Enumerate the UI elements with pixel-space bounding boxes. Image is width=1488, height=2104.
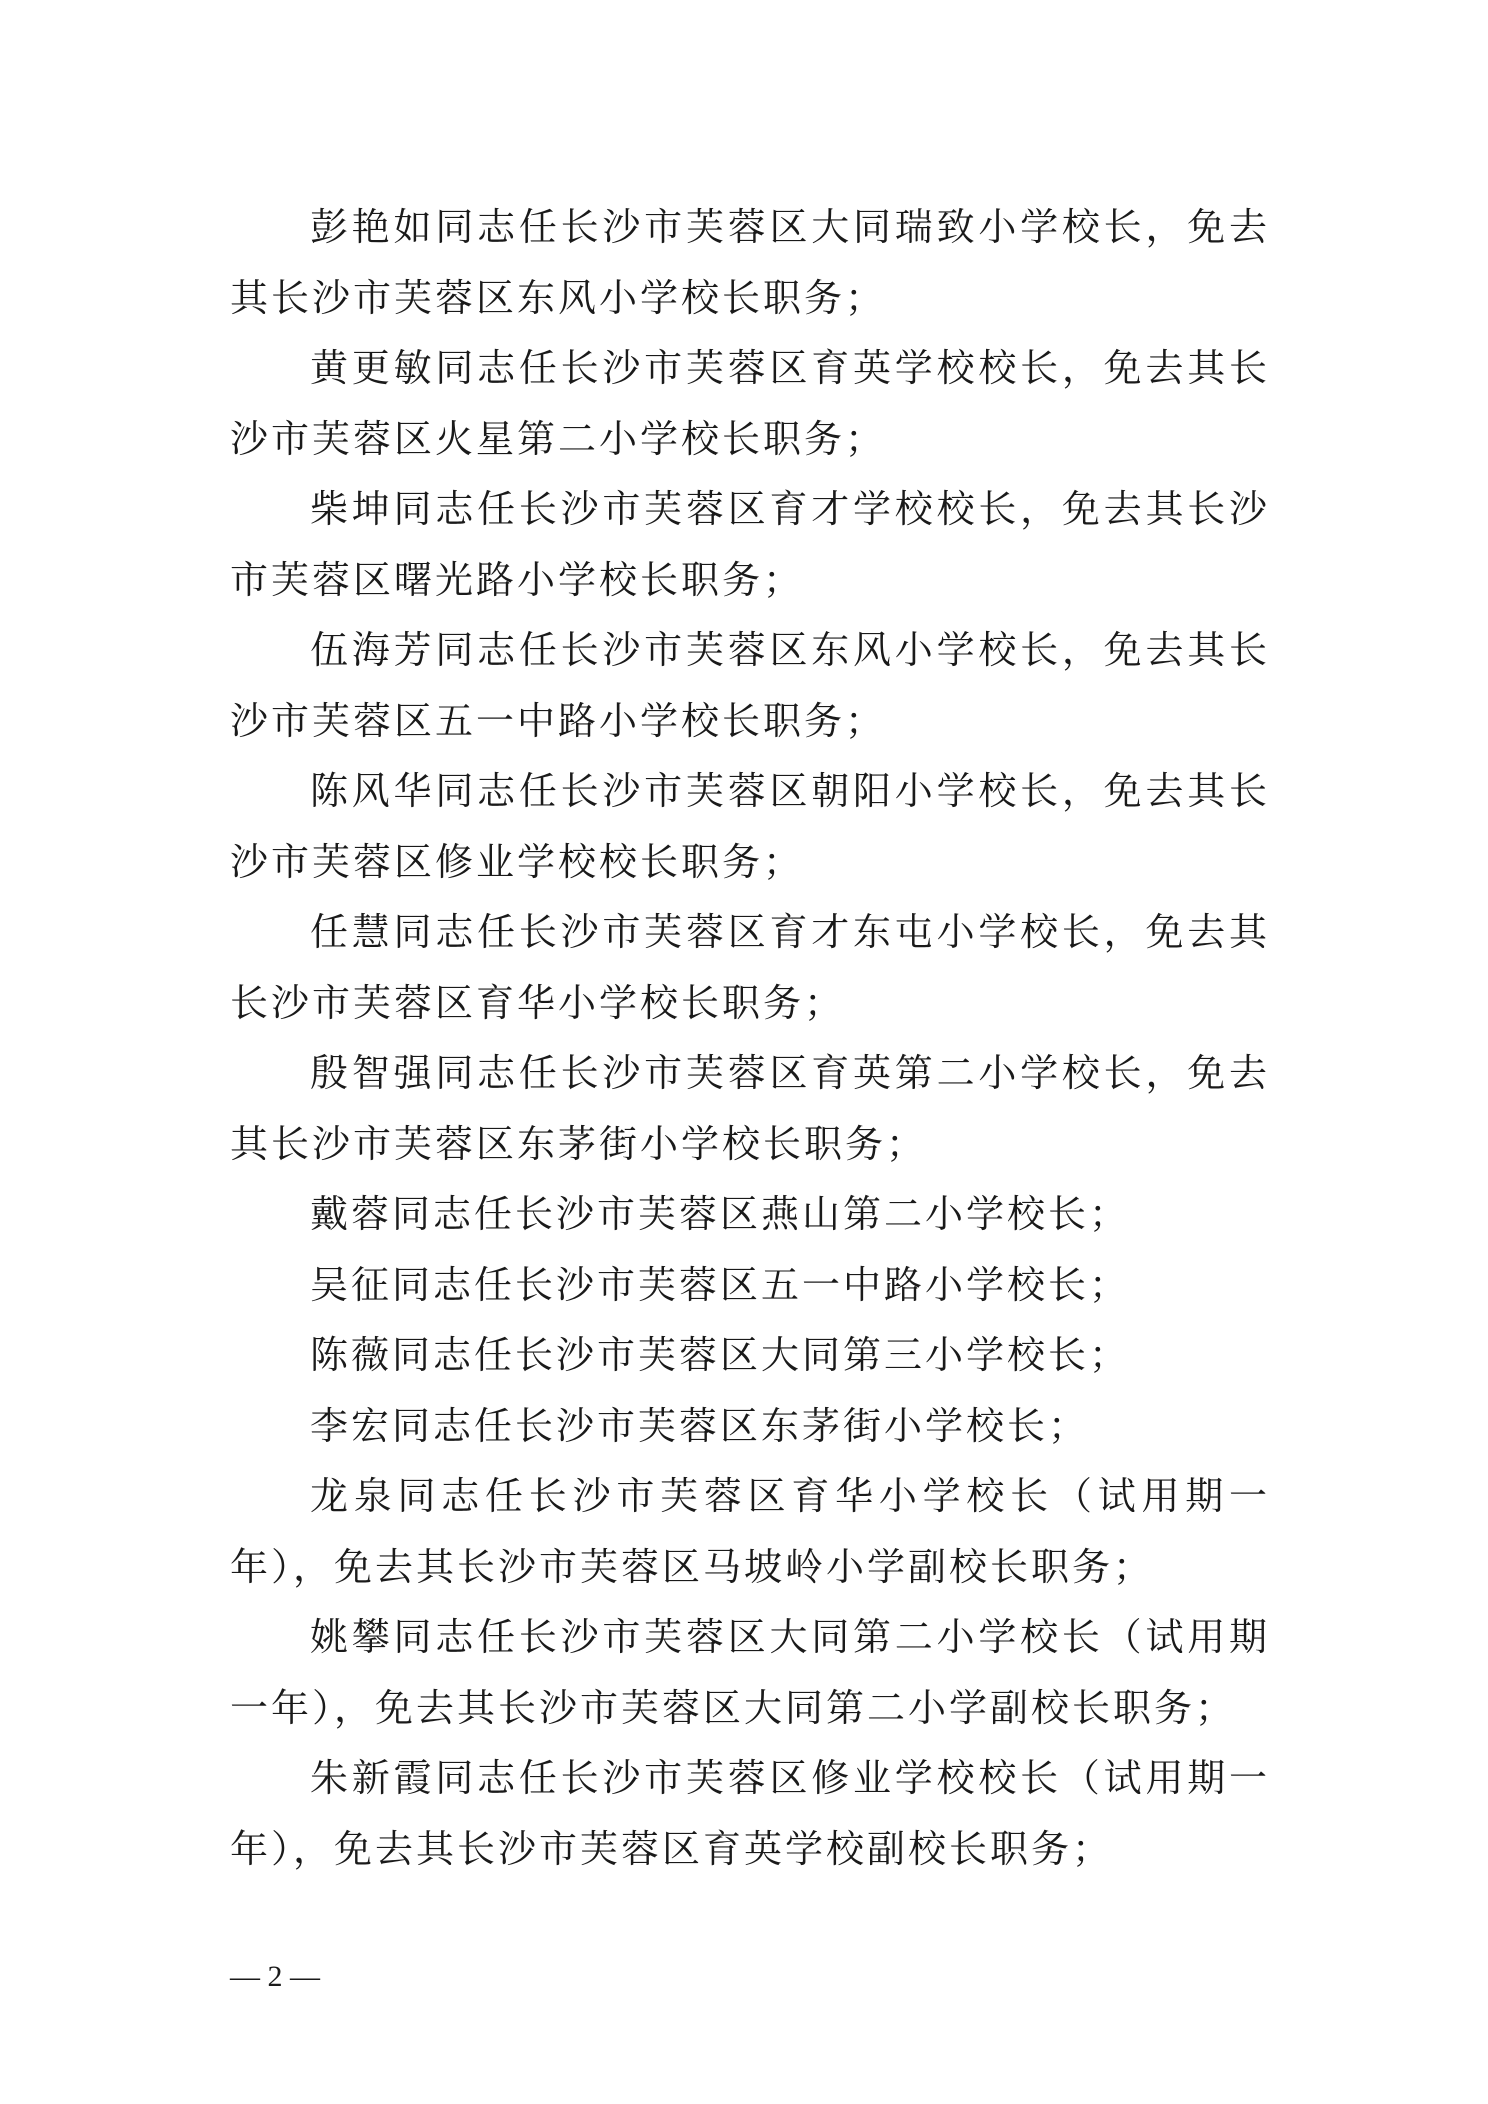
appointment-paragraph: 戴蓉同志任长沙市芙蓉区燕山第二小学校长； [310, 1192, 1131, 1236]
appointment-paragraph: 朱新霞同志任长沙市芙蓉区修业学校校长（试用期一年），免去其长沙市芙蓉区育英学校副校长职务； [230, 1756, 1270, 1871]
appointment-paragraph: 陈薇同志任长沙市芙蓉区大同第三小学校长； [310, 1333, 1131, 1377]
appointment-paragraph: 吴征同志任长沙市芙蓉区五一中路小学校长； [310, 1262, 1131, 1307]
appointment-paragraph: 殷智强同志任长沙市芙蓉区育英第二小学校长，免去其长沙市芙蓉区东茅街小学校长职务； [230, 1051, 1270, 1166]
appointment-paragraph: 任慧同志任长沙市芙蓉区育才东屯小学校长，免去其长沙市芙蓉区育华小学校长职务； [230, 910, 1270, 1025]
appointment-paragraph: 伍海芳同志任长沙市芙蓉区东风小学校长，免去其长沙市芙蓉区五一中路小学校长职务； [230, 628, 1270, 743]
appointment-paragraph: 柴坤同志任长沙市芙蓉区育才学校校长，免去其长沙市芙蓉区曙光路小学校长职务； [230, 487, 1270, 602]
appointment-paragraph: 陈风华同志任长沙市芙蓉区朝阳小学校长，免去其长沙市芙蓉区修业学校校长职务； [230, 769, 1270, 884]
appointment-paragraph: 李宏同志任长沙市芙蓉区东茅街小学校长； [310, 1403, 1090, 1448]
appointment-paragraph: 彭艳如同志任长沙市芙蓉区大同瑞致小学校长，免去其长沙市芙蓉区东风小学校长职务； [230, 205, 1270, 320]
appointment-paragraph: 姚攀同志任长沙市芙蓉区大同第二小学校长（试用期一年），免去其长沙市芙蓉区大同第二小学副校长职务； [230, 1615, 1270, 1730]
page-number: — 2 — [230, 1960, 320, 1993]
document-body [230, 192, 1270, 1884]
appointment-paragraph: 黄更敏同志任长沙市芙蓉区育英学校校长，免去其长沙市芙蓉区火星第二小学校长职务； [230, 346, 1270, 461]
appointment-paragraph: 龙泉同志任长沙市芙蓉区育华小学校长（试用期一年），免去其长沙市芙蓉区马坡岭小学副校长职务； [230, 1474, 1270, 1589]
